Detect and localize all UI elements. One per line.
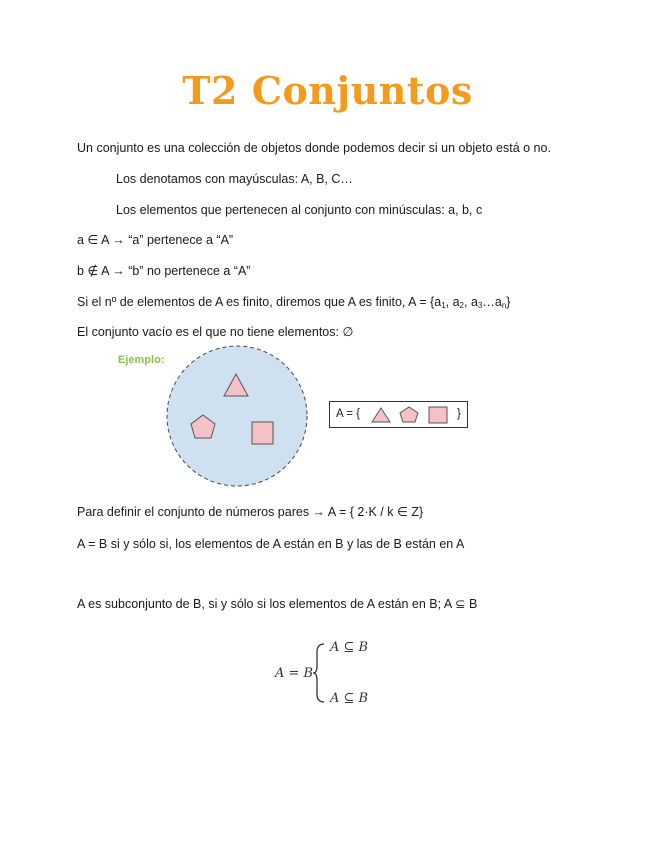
not-belongs-text: b ∉ A → “b” no pertenece a “A” [77,264,251,278]
ellipsis-part: …a [482,295,502,309]
subset-text: A es subconjunto de B, si y sólo si los elementos de A están en B; A ⊆ B [77,597,478,611]
belongs-text: a ∈ A → “a” pertenece a “A” [77,233,234,247]
curly-brace [312,642,326,704]
set-diagram [164,344,310,488]
pentagon-icon [398,405,420,425]
separator-2: , a [464,295,478,309]
equality-text: A = B si y sólo si, los elementos de A están en B y las de B están en A [77,537,465,551]
example-label: Ejemplo: [118,354,165,366]
finite-set-main: Si el nº de elementos de A es finito, diremos que A es finito, A = {a [77,295,442,309]
triangle-icon [370,406,392,424]
square-shape [252,422,273,444]
set-close: } [457,408,461,420]
subscript-n: n [501,301,507,310]
set-circle [167,346,307,486]
separator-1: , a [445,295,460,309]
subscript-2: 2 [459,301,464,310]
handwritten-equality: A = B [275,666,314,681]
empty-set-text: El conjunto vacío es el que no tiene elementos: ∅ [77,325,354,339]
even-numbers-text: Para definir el conjunto de números pares → A = { 2·K / k ∈ Z} [77,505,424,519]
subscript-1: 1 [441,301,446,310]
lowercase-text: Los elementos que pertenecen al conjunto con minúsculas: a, b, c [116,203,483,217]
handwritten-subset-bottom: A ⊆ B [330,691,369,706]
definition-text: Un conjunto es una colección de objetos donde podemos decir si un objeto está o no. [77,141,551,155]
set-notation-box [329,401,468,428]
set-open: A = { [336,408,360,420]
page-title: T2 Conjuntos [182,68,473,113]
uppercase-text: Los denotamos con mayúsculas: A, B, C… [116,172,353,186]
finite-set-text [77,294,510,314]
square-icon [427,405,449,425]
subscript-3: 3 [477,301,483,310]
closing-brace: } [506,295,511,309]
handwritten-subset-top: A ⊆ B [330,640,369,655]
